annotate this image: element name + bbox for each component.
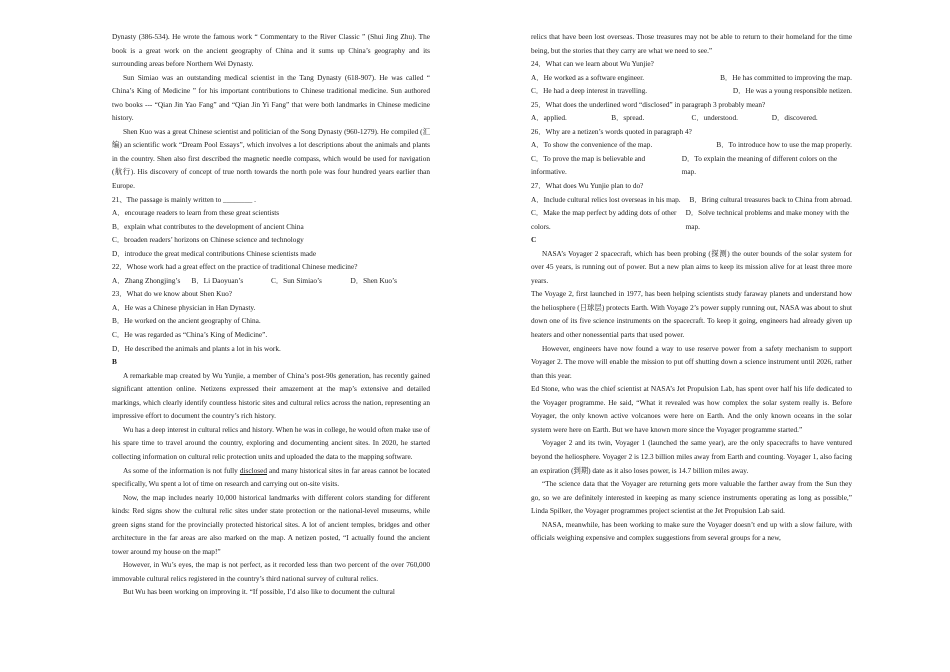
option-24-b[interactable]: B．He has committed to improving the map.: [720, 72, 852, 82]
paragraph-c3: However, engineers have now found a way to use reserve power from a safety mechanism to support Voyager 2. The move will enable the mission to put off shutting down a science instrument until 2026, rather than this year.: [531, 343, 852, 380]
option-27-d[interactable]: D．Solve technical problems and make money with the map.: [685, 208, 850, 231]
section-b-heading: B: [112, 357, 117, 367]
question-21: 21、The passage is mainly written to ________ .: [112, 194, 256, 204]
question-26: 26．Why are a netizen’s words quoted in paragraph 4?: [531, 126, 692, 136]
options-25: [531, 111, 852, 125]
paragraph-b6-continued: relics that have been lost overseas. Those treasures may not be able to return to their homeland for the time being, but the stories that they carry are what we need to see.”: [531, 32, 852, 55]
paragraph-intro: Dynasty (386-534). He wrote the famous work “ Commentary to the River Classic ” (Shui Jing Zhu). The book is a great work on the ancient geography of China and it sums up China’s geography and its surrounding areas before Northern Wei Dynasty.: [112, 32, 430, 69]
option-27-b[interactable]: B．Bring cultural treasures back to China from abroad.: [689, 194, 852, 204]
option-23-a[interactable]: A．He was a Chinese physician in Han Dynasty.: [112, 302, 256, 312]
option-25-b[interactable]: B．spread.: [611, 113, 645, 123]
option-26-a[interactable]: A．To show the convenience of the map.: [531, 140, 653, 150]
option-25-a[interactable]: A．applied.: [531, 113, 567, 123]
option-22-c[interactable]: C．Sun Simiao’s: [271, 275, 322, 285]
paragraph-b4: Now, the map includes nearly 10,000 historical landmarks with different colors standing for different kinds: Red signs show the cultural relic sites under state protection or the national-level museums, while green signs stand for the provincially protected historical sites. A lot of ancient temples, bridges and other architecture in the far areas are also marked on the map. A netizen posted, “I actually found the ancient tower around my house on the map!”: [112, 492, 430, 556]
option-21-d[interactable]: D．introduce the great medical contributions Chinese scientists made: [112, 248, 317, 258]
option-22-d[interactable]: D．Shen Kuo’s: [350, 275, 397, 285]
paragraph-c6: “The science data that the Voyager are returning gets more valuable the farther away from the Sun they go, so we are definitely interested in keeping as many science instruments operating as long as possible,” Linda Spilker, the Voyager programmes project scientist at the Jet Propulsion Lab said.: [531, 479, 852, 516]
underlined-word-disclosed: disclosed: [239, 465, 267, 475]
option-22-a[interactable]: A．Zhang Zhongjing’s: [112, 275, 181, 285]
paragraph-shen-kuo: Shen Kuo was a great Chinese scientist and politician of the Song Dynasty (960-1279). He compiled (汇编) an scientific work “Dream Pool Essays”, which involves a lot descriptions about the animals and plants in the country. Shen also first described the magnetic needle compass, which would be used for navigation (航行). His discovery of concept of true north towards the north pole was four hundred years earlier than Europe.: [112, 126, 430, 191]
question-22: 22．Whose work had a great effect on the practice of traditional Chinese medicine?: [112, 262, 358, 272]
options-22: [112, 274, 430, 288]
paragraph-b6: But Wu has been working on improving it. “If possible, I’d also like to document the cultural: [122, 587, 395, 597]
option-27-c[interactable]: C．Make the map perfect by adding dots of other colors.: [531, 208, 677, 231]
question-24: 24．What can we learn about Wu Yunjie?: [531, 59, 654, 69]
question-27: 27．What does Wu Yunjie plan to do?: [531, 181, 644, 191]
paragraph-b5: However, in Wu’s eyes, the map is not perfect, as it recorded less than two percent of the over 760,000 immovable cultural relics registered in the country’s third national survey of cultural relics.: [112, 560, 430, 583]
options-26-ab: [531, 138, 852, 152]
option-26-d[interactable]: D．To explain the meaning of different colors on the map.: [681, 153, 838, 177]
option-25-c[interactable]: C．understood.: [691, 113, 738, 123]
paragraph-b3-start: As some of the information is not fully: [122, 465, 240, 475]
paragraph-c2: The Voyage 2, first launched in 1977, has been helping scientists study faraway planets and understand how the heliosphere (日球层) protects Earth. With Voyage 2’s power supply running out, NASA was about to shut down one of its five science instruments on the spacecraft. To keep it going, engineers had already given up heaters and other nonessential parts that used power.: [531, 289, 852, 340]
option-24-a[interactable]: A．He worked as a software engineer.: [531, 72, 645, 82]
option-25-d[interactable]: D．discovered.: [771, 113, 818, 123]
option-24-c[interactable]: C．He had a deep interest in travelling.: [531, 86, 648, 96]
option-23-b[interactable]: B．He worked on the ancient geography of China.: [112, 316, 261, 326]
option-21-a[interactable]: A．encourage readers to learn from these great scientists: [112, 208, 280, 218]
paragraph-c5: Voyager 2 and its twin, Voyager 1 (launched the same year), are the only spacecrafts to have ventured beyond the heliosphere. Voyager 2 is 12.3 billion miles away from Earth and counting. Voyager 1, also facing an expiration (到期) date as it also loses power, is 14.7 billion miles away.: [531, 438, 852, 475]
question-25: 25．What does the underlined word “disclosed” in paragraph 3 probably mean?: [531, 99, 766, 109]
option-24-d[interactable]: D．He was a young responsible netizen.: [732, 86, 852, 96]
options-27-cd: [531, 206, 852, 233]
paragraph-c4: Ed Stone, who was the chief scientist at NASA’s Jet Propulsion Lab, has spent over half his life dedicated to the Voyager programme. He said, “What it revealed was how complex the solar system really is. Before Voyager, the only known active volcanoes were here on Earth. And the only known oceans in the solar system were here on Earth. But we have known more since the Voyager programme started.”: [531, 384, 852, 434]
options-24-ab: [531, 71, 852, 85]
options-26-cd: [531, 152, 852, 179]
paragraph-sun-simiao: Sun Simiao was an outstanding medical scientist in the Tang Dynasty (618-907). He was called “ China’s King of Medicine ” for his important contributions to Chinese traditional medicine. Sun authored two books --- “Qian Jin Yao Fang” and “Qian Jin Yi Fang” that were both landmarks in Chinese medicine history.: [112, 72, 430, 123]
right-column: [531, 30, 852, 545]
option-21-c[interactable]: C．broaden readers’ horizons on Chinese science and technology: [112, 235, 304, 245]
paragraph-b1: A remarkable map created by Wu Yunjie, a member of China’s post-90s generation, has recently gained significant attention online. Netizens expressed their amazement at the map’s extensive and detailed markings, which clearly identify countless historic sites and cultural relics across the nation, representing an impressive effort to document the country’s rich history.: [112, 370, 430, 421]
option-22-b[interactable]: B．Li Daoyuan’s: [191, 275, 244, 285]
paragraph-b2: Wu has a deep interest in cultural relics and history. When he was in college, he would often make use of his spare time to travel around the country, exploring and documenting ancient sites. In 2020, he started collecting information on cultural relic protection units and uploaded the data to the mapping software.: [112, 424, 430, 461]
left-column: [112, 30, 430, 599]
option-21-b[interactable]: B．explain what contributes to the development of ancient China: [112, 221, 304, 231]
paragraph-c1: NASA’s Voyager 2 spacecraft, which has been probing (探测) the outer bounds of the solar system for over 45 years, is running out of power. But a new plan aims to keep its mission alive for at least three more years.: [531, 248, 852, 285]
option-23-c[interactable]: C．He was regarded as “China’s King of Medicine”.: [112, 330, 268, 340]
paragraph-b3: [112, 464, 430, 491]
option-26-b[interactable]: B．To introduce how to use the map properly.: [716, 140, 852, 150]
section-c-heading: C: [531, 235, 537, 245]
option-27-a[interactable]: A．Include cultural relics lost overseas in his map.: [531, 194, 681, 204]
paragraph-b3-end: and many historical sites in far areas cannot be located specifically, Wu spent a lot of time on research and carrying out on-site visits.: [112, 465, 430, 489]
options-24-cd: [531, 84, 852, 98]
question-23: 23．What do we know about Shen Kuo?: [112, 289, 232, 299]
options-27-ab: [531, 193, 852, 207]
option-23-d[interactable]: D．He described the animals and plants a lot in his work.: [112, 343, 281, 353]
option-26-c[interactable]: C．To prove the map is believable and informative.: [531, 153, 646, 177]
paragraph-c7: NASA, meanwhile, has been working to make sure the Voyager doesn’t end up with a slow failure, with officials weighing expensive and complex suggestions from several groups for a new,: [531, 519, 852, 543]
